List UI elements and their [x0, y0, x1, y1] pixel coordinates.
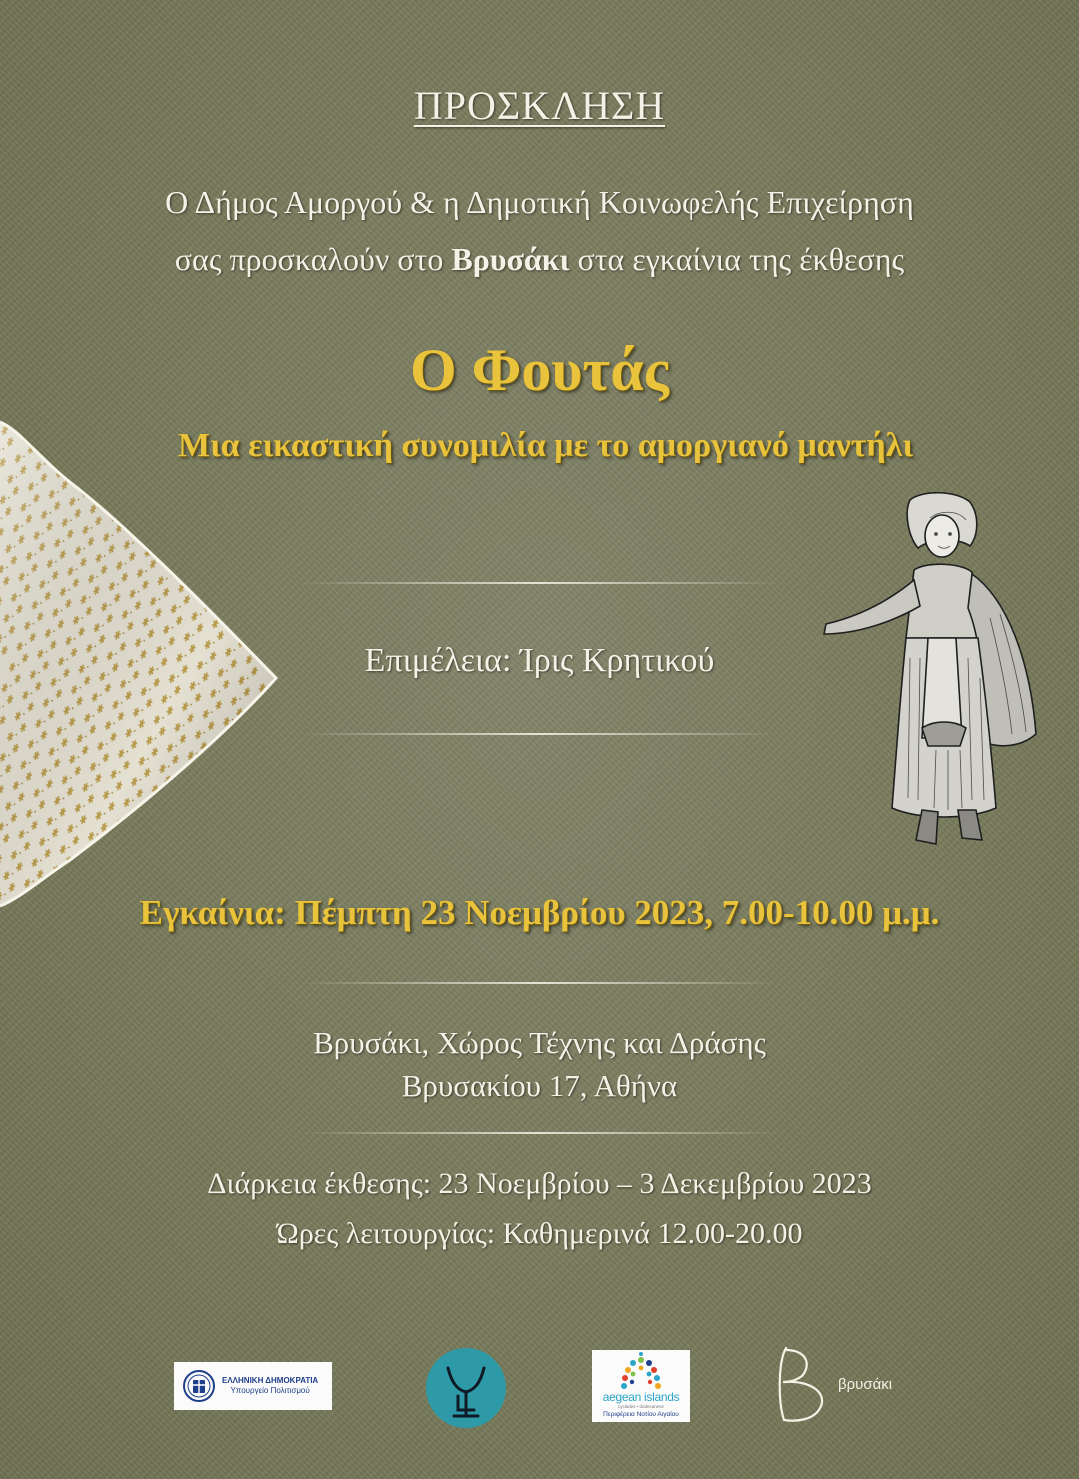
vrysaki-logo	[772, 1342, 893, 1431]
divider-4	[300, 1132, 780, 1134]
vrysaki-word: βρυσάκι	[838, 1376, 893, 1393]
venue-address: Βρυσακίου 17, Αθήνα	[401, 1068, 678, 1103]
mosaic-arch-icon	[616, 1352, 666, 1390]
divider-3	[300, 982, 780, 984]
ministry-line-1: ΕΛΛΗΝΙΚΗ ΔΗΜΟΚΡΑΤΙΑ	[222, 1376, 319, 1385]
invite-line-end: στα εγκαίνια της έκθεσης	[569, 241, 905, 277]
organizers-line: Ο Δήμος Αμοργού & η Δημοτική Κοινωφελής Επιχείρηση	[165, 184, 914, 220]
aegean-sub-text: cyclades • dodecanese	[617, 1404, 665, 1409]
opening-hours: Ώρες λειτουργίας: Καθημερινά 12.00-20.00	[276, 1217, 803, 1250]
ministry-of-culture-logo	[174, 1362, 332, 1410]
invitation-heading: ΠΡΟΣΚΛΗΣΗ	[413, 83, 666, 128]
aegean-region-text: Περιφέρεια Νοτίου Αιγαίου	[603, 1411, 679, 1418]
invite-line-start: σας προσκαλούν στο	[174, 241, 452, 277]
exhibition-title: Ο Φουτάς	[409, 337, 669, 403]
curator-line: Επιμέλεια: Ίρις Κρητικού	[364, 642, 715, 679]
invite-line	[0, 241, 1079, 278]
aegean-brand-text: aegean islands	[602, 1390, 680, 1404]
municipality-emblem-logo	[418, 1340, 514, 1436]
divider-1	[300, 582, 780, 584]
opening-date: Εγκαίνια: Πέμπτη 23 Νοεμβρίου 2023, 7.00-10.00 μ.μ.	[139, 893, 940, 932]
greek-seal-icon	[182, 1369, 216, 1403]
exhibition-subtitle: Μια εικαστική συνομιλία με το αμοργιανό μαντήλι	[177, 427, 913, 464]
vrysaki-b-mark-icon	[772, 1342, 836, 1426]
exhibition-duration: Διάρκεια έκθεσης: 23 Νοεμβρίου – 3 Δεκεμβρίου 2023	[207, 1167, 872, 1200]
aegean-islands-logo	[592, 1350, 690, 1422]
traditional-costume-figure-image	[810, 488, 1050, 878]
venue-name: Βρυσάκι, Χώρος Τέχνης και Δράσης	[313, 1025, 766, 1060]
venue-highlight: Βρυσάκι	[451, 241, 570, 277]
divider-2	[300, 733, 780, 735]
ministry-line-2: Υπουργείο Πολιτισμού	[230, 1386, 310, 1395]
